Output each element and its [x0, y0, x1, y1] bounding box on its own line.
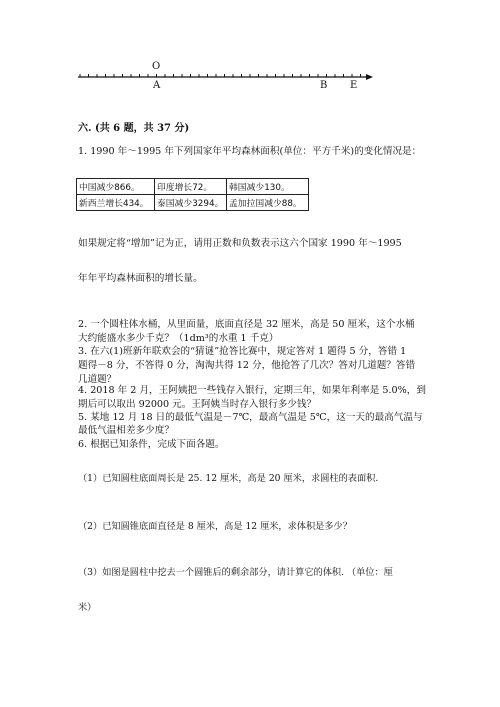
- forest-area-table: [76, 178, 309, 211]
- question-4-line-2: 期后可以取出 92000 元。王阿姨当时存入银行多少钱？: [78, 399, 317, 410]
- question-6-sub-3-line-2: 米）: [78, 602, 97, 613]
- question-2-line-1: 2. 一个圆柱体水桶，从里面量，底面直径是 32 厘米，高是 50 厘米，这个水桶: [78, 319, 415, 330]
- number-line-label-a: A: [153, 80, 161, 91]
- table-cell: 泰国减少3294。: [155, 195, 227, 211]
- table-cell: 中国减少866。: [77, 179, 155, 195]
- question-6-sub-1: （1）已知圆柱底面周长是 25. 12 厘米，高是 20 厘米，求圆柱的表面积.: [78, 473, 379, 484]
- table-cell: 孟加拉国减少88。: [227, 195, 309, 211]
- question-3-line-1: 3. 在六(1)班新年联欢会的“猜谜”抢答比赛中，规定答对 1 题得 5 分，答错 1: [78, 346, 407, 357]
- number-line: [0, 0, 500, 100]
- table-cell: 韩国减少130。: [227, 179, 309, 195]
- table-row: [77, 179, 309, 195]
- question-6-sub-3-line-1: （3）如图是圆柱中挖去一个圆锥后的剩余部分，请计算它的体积. （单位：厘: [78, 567, 393, 578]
- question-4-line-1: 4. 2018 年 2 月，王阿姨把一些钱存入银行，定期三年，如果年利率是 5.0%，到: [78, 385, 426, 396]
- question-6-sub-2: （2）已知圆锥底面直径是 8 厘米，高是 12 厘米，求体积是多少？: [78, 521, 352, 532]
- table-row: [77, 195, 309, 211]
- question-6-intro: 6. 根据已知条件，完成下面各题。: [78, 439, 225, 450]
- question-1-instruction-line-2: 年年平均森林面积的增长量。: [78, 273, 203, 284]
- question-1-instruction-line-1: 如果规定将“增加”记为正，请用正数和负数表示这六个国家 1990 年～1995: [78, 238, 402, 249]
- question-3-line-3: 几道题？: [78, 374, 117, 385]
- number-line-label-b: B: [320, 80, 328, 91]
- section-title: 六. (共 6 题，共 37 分): [78, 123, 190, 134]
- question-5-line-2: 最低气温相差多少度？: [78, 425, 174, 436]
- question-1-text: 1. 1990 年～1995 年下列国家年平均森林面积(单位：平方千米)的变化情况是：: [78, 146, 422, 157]
- table-cell: 新西兰增长434。: [77, 195, 155, 211]
- question-5-line-1: 5. 某地 12 月 18 日的最低气温是－7℃，最高气温是 5℃，这一天的最高气温与: [78, 412, 423, 423]
- number-line-arrow: [366, 74, 373, 80]
- question-3-line-2: 题得－8 分，不答得 0 分，淘淘共得 12 分，他抢答了几次？答对几道题？答错: [78, 360, 416, 371]
- table-cell: 印度增长72。: [155, 179, 227, 195]
- number-line-label-e: E: [350, 80, 358, 91]
- number-line-label-o: O: [152, 61, 161, 72]
- question-2-line-2: 大约能盛水多少千克？（1dm³的水重 1 千克）: [78, 333, 279, 344]
